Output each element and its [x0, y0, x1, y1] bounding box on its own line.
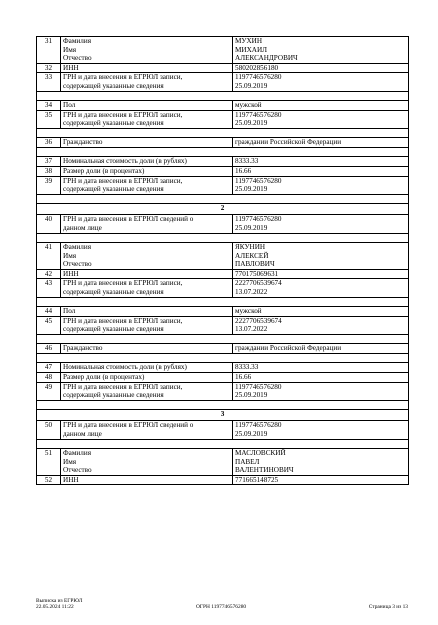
- row-value: 1197746576280 25.09.2019: [233, 215, 409, 233]
- table-row: [37, 243, 409, 270]
- row-label: ГРН и дата внесения в ЕГРЮЛ записи, содержащей указанные сведения: [61, 316, 233, 334]
- row-number: 32: [37, 63, 61, 73]
- row-number: 52: [37, 475, 61, 485]
- spacer-row: [37, 233, 409, 243]
- row-number: 35: [37, 110, 61, 128]
- egrul-extract-table: [36, 36, 409, 485]
- row-label: ИНН: [61, 269, 233, 279]
- table-row: [37, 382, 409, 400]
- table-row: [37, 307, 409, 317]
- table-row: [37, 37, 409, 64]
- row-value: МУХИН МИХАИЛ АЛЕКСАНДРОВИЧ: [233, 37, 409, 64]
- row-label: ГРН и дата внесения в ЕГРЮЛ записи, содержащей указанные сведения: [61, 73, 233, 91]
- row-number: 50: [37, 421, 61, 439]
- section-number: 2: [37, 204, 409, 215]
- row-label: Номинальная стоимость доли (в рублях): [61, 363, 233, 373]
- row-number: 51: [37, 449, 61, 476]
- table-row: [37, 316, 409, 334]
- spacer-row: [37, 353, 409, 363]
- row-value: 1197746576280 25.09.2019: [233, 382, 409, 400]
- table-row: [37, 373, 409, 383]
- row-value: 16.66: [233, 373, 409, 383]
- row-number: 34: [37, 101, 61, 111]
- row-label: ГРН и дата внесения в ЕГРЮЛ записи, содержащей указанные сведения: [61, 176, 233, 194]
- row-label: Гражданство: [61, 344, 233, 354]
- row-label: Фамилия Имя Отчество: [61, 449, 233, 476]
- footer-doc-title: Выписка из ЕГРЮЛ: [36, 598, 83, 604]
- spacer-row: [37, 91, 409, 101]
- row-number: 39: [37, 176, 61, 194]
- row-label: ГРН и дата внесения в ЕГРЮЛ сведений о данном лице: [61, 215, 233, 233]
- row-value: 1197746576280 25.09.2019: [233, 110, 409, 128]
- spacer-cell: [37, 128, 409, 138]
- row-value: 2227706539674 13.07.2022: [233, 316, 409, 334]
- table-row: [37, 73, 409, 91]
- row-label: Пол: [61, 307, 233, 317]
- footer-page-number: Страница 3 из 13: [368, 604, 408, 610]
- row-value: 16.66: [233, 167, 409, 177]
- spacer-cell: [37, 297, 409, 307]
- spacer-cell: [37, 194, 409, 204]
- row-number: 37: [37, 157, 61, 167]
- table-row: [37, 269, 409, 279]
- row-label: Номинальная стоимость доли (в рублях): [61, 157, 233, 167]
- table-row: [37, 363, 409, 373]
- row-number: 46: [37, 344, 61, 354]
- row-value: 580202856180: [233, 63, 409, 73]
- row-number: 41: [37, 243, 61, 270]
- row-number: 43: [37, 279, 61, 297]
- row-label: ГРН и дата внесения в ЕГРЮЛ записи, содержащей указанные сведения: [61, 110, 233, 128]
- table-row: [37, 215, 409, 233]
- row-label: ИНН: [61, 63, 233, 73]
- spacer-row: [37, 194, 409, 204]
- row-value: граждании Российской Федерации: [233, 344, 409, 354]
- footer-doc-datetime: 22.05.2024 11:22: [36, 604, 74, 611]
- row-value: МАСЛОВСКИЙ ПАВЕЛ ВАЛЕНТИНОВИЧ: [233, 449, 409, 476]
- row-label: Фамилия Имя Отчество: [61, 243, 233, 270]
- row-label: Фамилия Имя Отчество: [61, 37, 233, 64]
- spacer-row: [37, 128, 409, 138]
- table-row: [37, 167, 409, 177]
- table-row: [37, 101, 409, 111]
- row-number: 48: [37, 373, 61, 383]
- row-number: 42: [37, 269, 61, 279]
- egrul-table-body: [37, 37, 409, 485]
- row-number: 44: [37, 307, 61, 317]
- row-value: мужской: [233, 307, 409, 317]
- section-header-row: [37, 204, 409, 215]
- table-row: [37, 110, 409, 128]
- section-header-row: [37, 410, 409, 421]
- row-value: 1197746576280 25.09.2019: [233, 176, 409, 194]
- spacer-cell: [37, 233, 409, 243]
- row-value: 1197746576280 25.09.2019: [233, 73, 409, 91]
- spacer-row: [37, 439, 409, 449]
- row-label: ГРН и дата внесения в ЕГРЮЛ сведений о данном лице: [61, 421, 233, 439]
- spacer-row: [37, 297, 409, 307]
- row-label: Размер доли (в процентах): [61, 373, 233, 383]
- table-row: [37, 475, 409, 485]
- row-value: 771665148725: [233, 475, 409, 485]
- row-label: ГРН и дата внесения в ЕГРЮЛ записи, содержащей указанные сведения: [61, 279, 233, 297]
- row-value: граждании Российской Федерации: [233, 138, 409, 148]
- row-number: 31: [37, 37, 61, 64]
- spacer-cell: [37, 147, 409, 157]
- spacer-cell: [37, 334, 409, 344]
- spacer-row: [37, 147, 409, 157]
- spacer-cell: [37, 353, 409, 363]
- row-number: 40: [37, 215, 61, 233]
- row-label: ГРН и дата внесения в ЕГРЮЛ записи, содержащей указанные сведения: [61, 382, 233, 400]
- row-number: 45: [37, 316, 61, 334]
- footer-ogrn: ОГРН 1197746576280: [196, 604, 247, 610]
- row-value: 2227706539674 13.07.2022: [233, 279, 409, 297]
- table-row: [37, 449, 409, 476]
- table-row: [37, 421, 409, 439]
- row-number: 33: [37, 73, 61, 91]
- table-row: [37, 344, 409, 354]
- row-number: 38: [37, 167, 61, 177]
- row-number: 47: [37, 363, 61, 373]
- table-row: [37, 157, 409, 167]
- table-row: [37, 176, 409, 194]
- footer-left: [36, 598, 82, 610]
- row-number: 36: [37, 138, 61, 148]
- table-row: [37, 63, 409, 73]
- row-value: мужской: [233, 101, 409, 111]
- spacer-row: [37, 334, 409, 344]
- section-number: 3: [37, 410, 409, 421]
- row-value: 8333.33: [233, 157, 409, 167]
- row-label: Пол: [61, 101, 233, 111]
- row-number: 49: [37, 382, 61, 400]
- row-value: 770175069631: [233, 269, 409, 279]
- spacer-cell: [37, 439, 409, 449]
- spacer-cell: [37, 400, 409, 410]
- row-label: ИНН: [61, 475, 233, 485]
- row-label: Гражданство: [61, 138, 233, 148]
- table-row: [37, 138, 409, 148]
- spacer-cell: [37, 91, 409, 101]
- row-value: ЯКУНИН АЛЕКСЕЙ ПАВЛОВИЧ: [233, 243, 409, 270]
- row-label: Размер доли (в процентах): [61, 167, 233, 177]
- row-value: 1197746576280 25.09.2019: [233, 421, 409, 439]
- table-row: [37, 279, 409, 297]
- row-value: 8333.33: [233, 363, 409, 373]
- spacer-row: [37, 400, 409, 410]
